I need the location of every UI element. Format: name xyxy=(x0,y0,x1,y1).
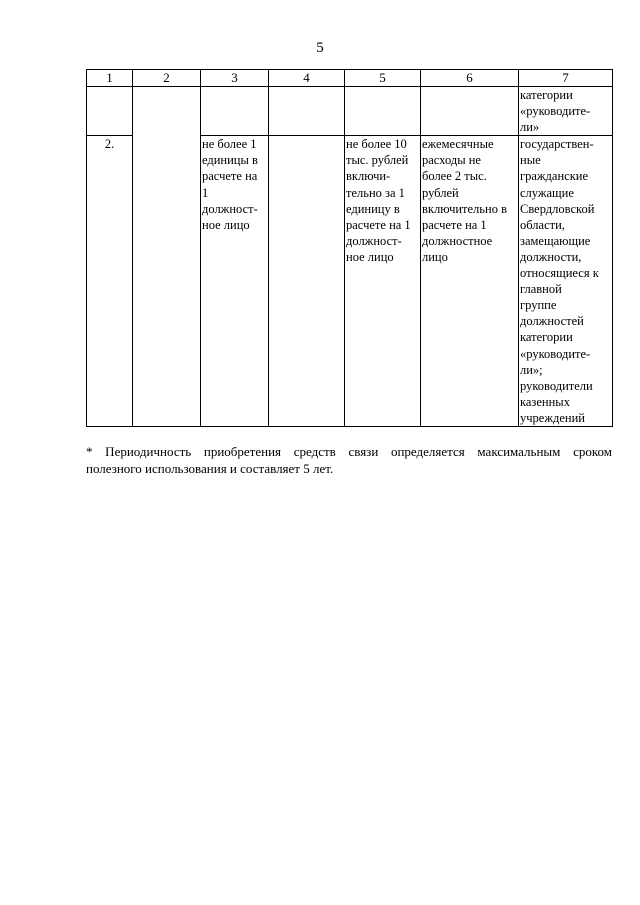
column-header: 1 xyxy=(87,70,133,87)
page-number: 5 xyxy=(316,40,324,56)
table-cell xyxy=(133,87,201,427)
cell-text: категории «руководите- ли» xyxy=(520,88,591,135)
table-cell xyxy=(269,87,345,136)
table-cell xyxy=(269,136,345,427)
row-number: 2. xyxy=(87,136,133,427)
table-cell xyxy=(421,87,519,136)
column-header: 6 xyxy=(421,70,519,87)
table-cell xyxy=(201,87,269,136)
table-cell xyxy=(519,136,613,427)
table-cell xyxy=(87,87,133,136)
column-header: 3 xyxy=(201,70,269,87)
footnote-line: полезного использования и составляет 5 лет. xyxy=(86,461,334,476)
column-header: 5 xyxy=(345,70,421,87)
document-table xyxy=(86,69,613,427)
table-cell xyxy=(201,136,269,427)
cell-text: не более 1 единицы в расчете на 1 должност- ное лицо xyxy=(202,137,258,232)
column-header: 7 xyxy=(519,70,613,87)
cell-text: не более 10 тыс. рублей включи- тельно за 1 единицу в расчете на 1 должност- ное лицо xyxy=(346,137,411,264)
column-header: 4 xyxy=(269,70,345,87)
column-header: 2 xyxy=(133,70,201,87)
cell-text: государствен- ные гражданские служащие Свердловской области, замещающие должности, относящиеся к главной группе должностей категории «руководите- ли»; руководители казенных учреждений xyxy=(520,137,599,425)
table-cell xyxy=(421,136,519,427)
table-header-row xyxy=(87,70,613,87)
table-cell xyxy=(345,87,421,136)
footnote xyxy=(86,443,612,477)
table-row xyxy=(87,87,613,136)
cell-text: ежемесячные расходы не более 2 тыс. рублей включительно в расчете на 1 должностное лицо xyxy=(422,137,507,264)
table-cell xyxy=(519,87,613,136)
table-cell xyxy=(345,136,421,427)
footnote-line: * Периодичность приобретения средств связи определяется максимальным сроком xyxy=(86,444,612,459)
